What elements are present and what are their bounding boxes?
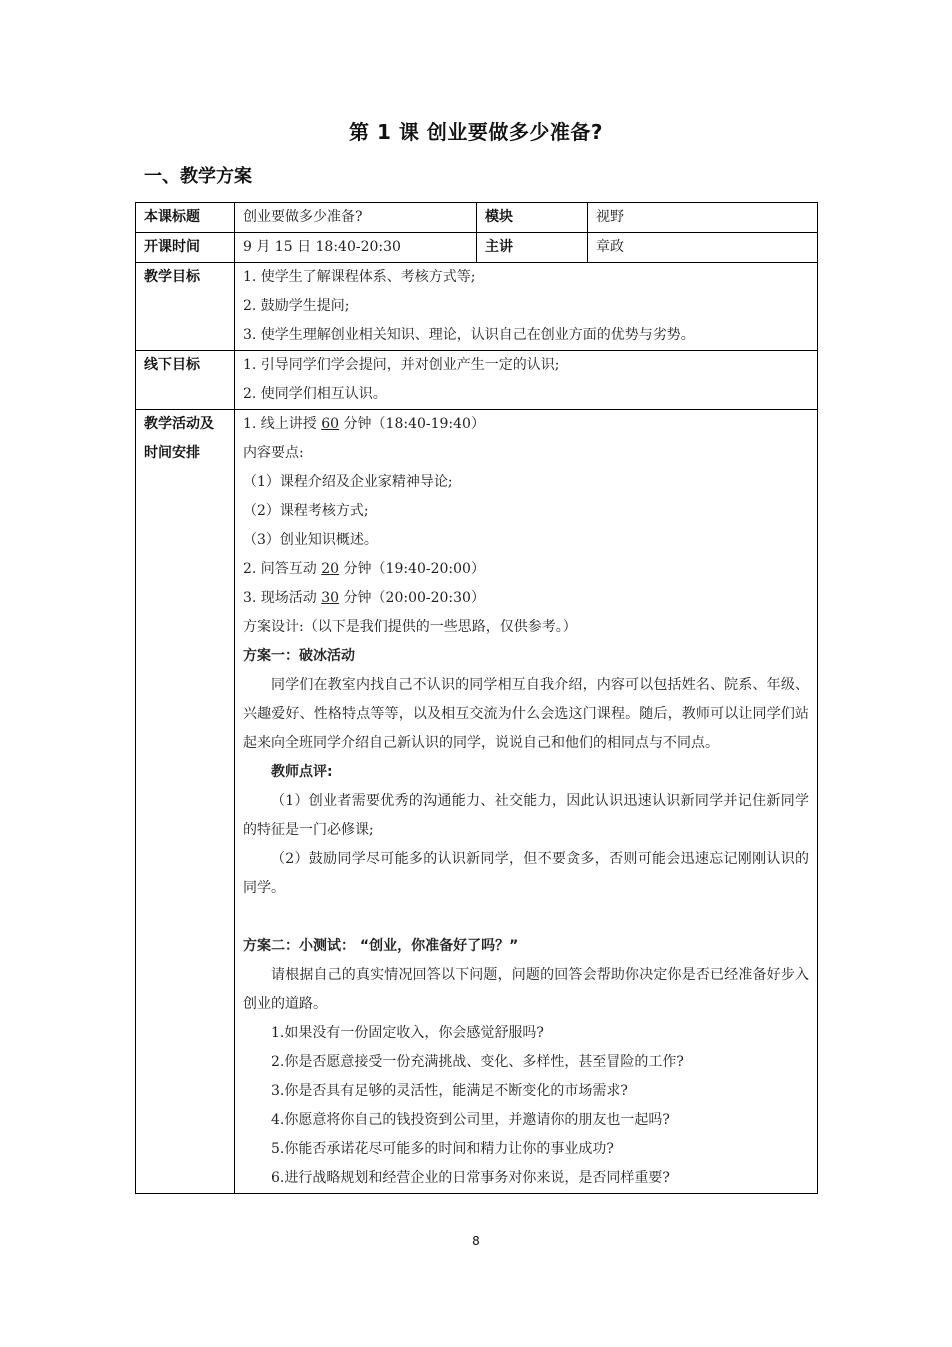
onsite-line [243,584,809,613]
plan2-title: 方案二：小测试： “创业，你准备好了吗？” [243,938,519,954]
topic-label: 本课标题 [136,203,235,233]
question-item: 4.你愿意将你自己的钱投资到公司里，并邀请你的朋友也一起吗? [271,1112,670,1128]
offline-label: 线下目标 [136,351,235,410]
activities-label: 教学活动及时间安排 [136,410,235,1194]
question-item: 6.进行战略规划和经营企业的日常事务对你来说，是否同样重要? [271,1170,670,1186]
teacher-comment-2: （2）鼓励同学尽可能多的认识新同学，但不要贪多，否则可能会迅速忘记刚刚认识的同学。 [243,851,809,896]
table-row-time [136,233,818,263]
table-row-offline [136,351,818,410]
goal-item: 1. 使学生了解课程体系、考核方式等; [243,269,476,285]
teacher-comment-1: （1）创业者需要优秀的沟通能力、社交能力，因此认识迅速认识新同学并记住新同学的特征是一门必修课; [243,793,809,838]
goals-list [235,263,818,351]
design-note: 方案设计:（以下是我们提供的一些思路，仅供参考。） [243,619,577,635]
question-item: 2.你是否愿意接受一份充满挑战、变化、多样性，甚至冒险的工作? [271,1054,684,1070]
onsite-prefix: 3. 现场活动 [243,590,322,606]
lecturer-value: 章政 [588,233,818,263]
qa-minutes: 20 [321,561,340,577]
question-item: 1.如果没有一份固定收入，你会感觉舒服吗? [271,1025,544,1041]
online-lecture-line [243,410,809,439]
content-point: （3）创业知识概述。 [243,532,378,548]
plan2-intro: 请根据自己的真实情况回答以下问题，问题的回答会帮助你决定你是否已经准备好步入创业的道路。 [243,967,809,1012]
time-value: 9 月 15 日 18:40-20:30 [235,233,477,263]
question-item: 3.你是否具有足够的灵活性，能满足不断变化的市场需求? [271,1083,628,1099]
lesson-plan-table [135,202,818,1194]
table-row-topic [136,203,818,233]
spacer [243,903,809,932]
plan1-title: 方案一：破冰活动 [243,648,355,664]
onsite-suffix: 分钟（20:00-20:30） [339,590,485,606]
goal-item: 2. 鼓励学生提问; [243,298,350,314]
offline-goals-list [235,351,818,410]
online-suffix: 分钟（18:40-19:40） [339,416,485,432]
topic-value: 创业要做多少准备? [235,203,477,233]
content-points-label: 内容要点: [243,445,304,461]
time-label: 开课时间 [136,233,235,263]
online-prefix: 1. 线上讲授 [243,416,322,432]
lecturer-label: 主讲 [477,233,588,263]
goals-label: 教学目标 [136,263,235,351]
qa-prefix: 2. 问答互动 [243,561,322,577]
goal-item: 3. 使学生理解创业相关知识、理论，认识自己在创业方面的优势与劣势。 [243,327,695,343]
page-title: 第 1 课 创业要做多少准备? [349,120,603,144]
question-item: 5.你能否承诺花尽可能多的时间和精力让你的事业成功? [271,1141,614,1157]
activities-content [235,410,818,1194]
offline-goal-item: 2. 使同学们相互认识。 [243,386,387,402]
qa-suffix: 分钟（19:40-20:00） [339,561,485,577]
page-number: 8 [472,1234,480,1248]
table-row-activities [136,410,818,1194]
section-heading: 一、教学方案 [144,166,252,187]
content-point: （2）课程考核方式; [243,503,369,519]
teacher-comment-title: 教师点评: [271,764,333,780]
module-label: 模块 [477,203,588,233]
table-row-goals [136,263,818,351]
qa-line [243,555,809,584]
module-value: 视野 [588,203,818,233]
offline-goal-item: 1. 引导同学们学会提问，并对创业产生一定的认识; [243,357,560,373]
online-minutes: 60 [321,416,340,432]
onsite-minutes: 30 [321,590,340,606]
content-point: （1）课程介绍及企业家精神导论; [243,474,453,490]
plan1-text: 同学们在教室内找自己不认识的同学相互自我介绍，内容可以包括姓名、院系、年级、兴趣爱好、性格特点等等，以及相互交流为什么会选这门课程。随后，教师可以让同学们站起来向全班同学介绍自己新认识的同学，说说自己和他们的相同点与不同点。 [243,677,809,751]
